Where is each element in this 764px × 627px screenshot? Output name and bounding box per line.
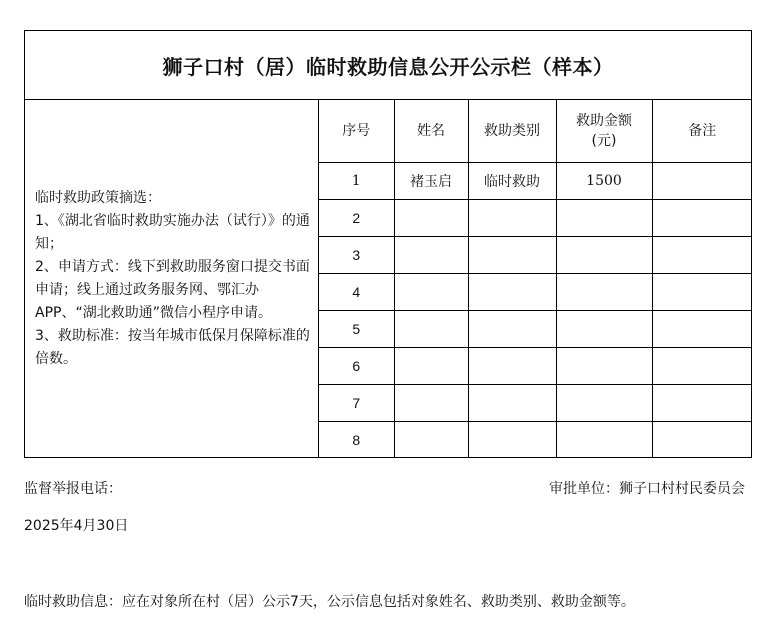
cell-type: [468, 236, 556, 273]
cell-note: [652, 347, 752, 384]
cell-name: 褚玉启: [394, 162, 468, 199]
policy-text: [25, 187, 318, 371]
cell-amount: [556, 273, 652, 310]
assistance-table: [319, 100, 752, 458]
table-row: [319, 347, 752, 384]
header-type: 救助类别: [468, 100, 556, 162]
table-row: [319, 162, 752, 199]
cell-amount: [556, 347, 652, 384]
cell-note: [652, 310, 752, 347]
policy-heading: 临时救助政策摘选：: [35, 190, 161, 206]
notice-board: [24, 30, 752, 458]
cell-type: [468, 347, 556, 384]
table-row: [319, 236, 752, 273]
table-row: [319, 310, 752, 347]
cell-type: [468, 384, 556, 421]
cell-name: [394, 273, 468, 310]
policy-excerpt: [25, 100, 319, 458]
cell-note: [652, 162, 752, 199]
table-row: [319, 384, 752, 421]
cell-note: [652, 273, 752, 310]
policy-item-1: 1、《湖北省临时救助实施办法（试行）》的通知；: [35, 213, 310, 252]
cell-name: [394, 236, 468, 273]
header-amount: [556, 100, 652, 162]
cell-type: [468, 199, 556, 236]
cell-seq: 2: [319, 199, 394, 236]
cell-seq: 8: [319, 421, 394, 458]
header-name: 姓名: [394, 100, 468, 162]
cell-seq: 1: [319, 162, 394, 199]
cell-type: 临时救助: [468, 162, 556, 199]
cell-name: [394, 199, 468, 236]
table-row: [319, 421, 752, 458]
cell-note: [652, 421, 752, 458]
cell-note: [652, 236, 752, 273]
table-header-row: [319, 100, 752, 162]
header-note: 备注: [652, 100, 752, 162]
cell-amount: [556, 384, 652, 421]
cell-amount: [556, 421, 652, 458]
cell-type: [468, 310, 556, 347]
cell-name: [394, 347, 468, 384]
cell-name: [394, 421, 468, 458]
publicity-notice: 临时救助信息：应在对象所在村（居）公示7天，公示信息包括对象姓名、救助类别、救助金额等。: [24, 594, 635, 610]
header-seq: 序号: [319, 100, 394, 162]
cell-amount: [556, 199, 652, 236]
cell-name: [394, 310, 468, 347]
cell-amount: 1500: [556, 162, 652, 199]
cell-type: [468, 273, 556, 310]
cell-seq: 5: [319, 310, 394, 347]
policy-item-3: 3、救助标准：按当年城市低保月保障标准的倍数。: [35, 328, 310, 367]
cell-seq: 7: [319, 384, 394, 421]
header-amount-label: 救助金额(元): [576, 112, 632, 149]
cell-seq: 3: [319, 236, 394, 273]
notice-date: 2025年4月30日: [24, 518, 129, 534]
cell-note: [652, 384, 752, 421]
cell-amount: [556, 310, 652, 347]
table-row: [319, 273, 752, 310]
table-row: [319, 199, 752, 236]
cell-type: [468, 421, 556, 458]
policy-item-2: 2、申请方式：线下到救助服务窗口提交书面申请；线上通过政务服务网、鄂汇办APP、“湖北救助通”微信小程序申请。: [35, 259, 310, 321]
cell-seq: 4: [319, 273, 394, 310]
page-title: 狮子口村（居）临时救助信息公开公示栏（样本）: [25, 31, 751, 100]
hotline-label: 监督举报电话：: [24, 481, 122, 497]
cell-seq: 6: [319, 347, 394, 384]
cell-amount: [556, 236, 652, 273]
cell-name: [394, 384, 468, 421]
cell-note: [652, 199, 752, 236]
approver-unit: 审批单位：狮子口村村民委员会: [549, 481, 745, 497]
